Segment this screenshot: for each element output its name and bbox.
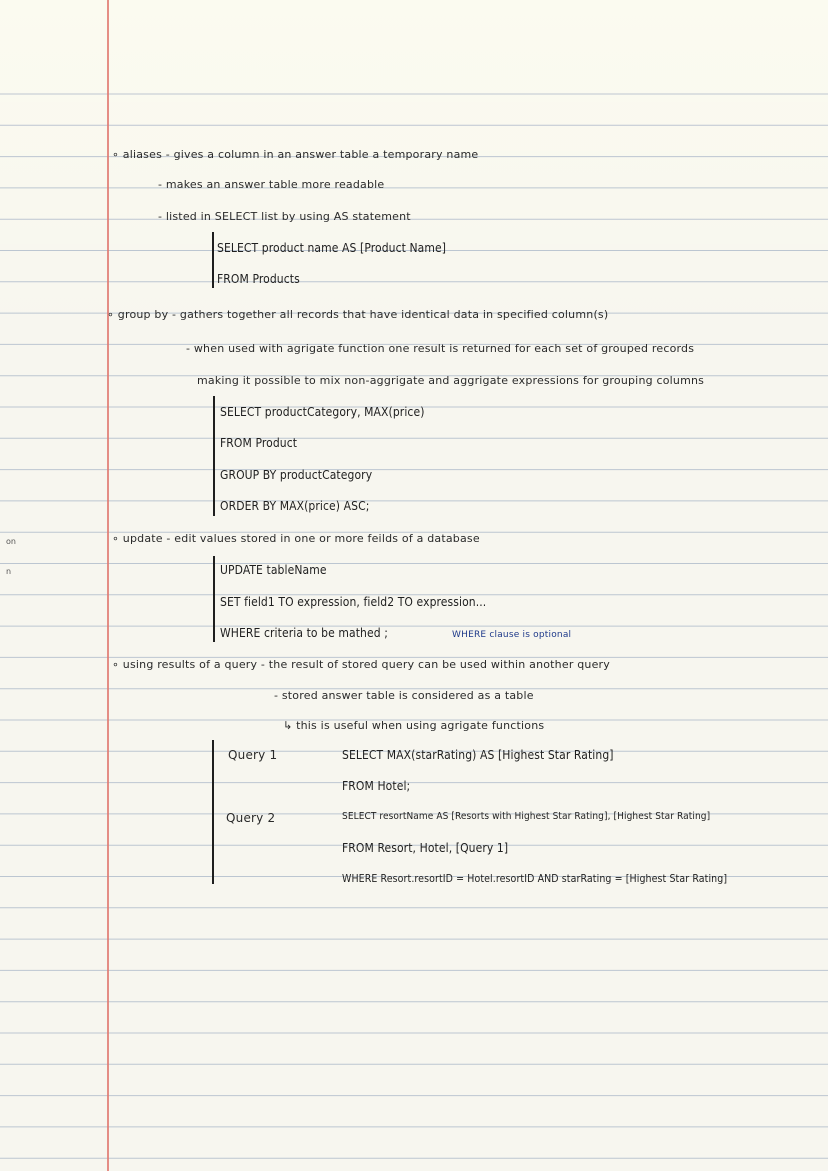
sql-line: WHERE criteria to be mathed ; <box>220 626 388 640</box>
sql-line: FROM Hotel; <box>342 779 411 793</box>
sql-line: GROUP BY productCategory <box>220 468 373 482</box>
margin-mark: n <box>6 567 12 576</box>
update-heading: ∘ update - edit values stored in one or more feilds of a database <box>112 532 480 545</box>
sql-line: SELECT resortName AS [Resorts with Highest Star Rating], [Highest Star Rating] <box>342 811 711 822</box>
group-by-line: - when used with agrigate function one result is returned for each set of grouped records <box>186 342 695 355</box>
group-by-heading: ∘ group by - gathers together all records that have identical data in specified column(s) <box>107 308 609 321</box>
sql-line: SELECT MAX(starRating) AS [Highest Star Rating] <box>342 748 614 762</box>
aliases-heading: ∘ aliases - gives a column in an answer table a temporary name <box>112 148 479 161</box>
query-results-heading: ∘ using results of a query - the result of stored query can be used within another query <box>112 658 610 671</box>
aliases-line: - listed in SELECT list by using AS statement <box>158 210 411 223</box>
code-bracket <box>213 556 215 642</box>
sql-line: FROM Resort, Hotel, [Query 1] <box>342 841 509 855</box>
aliases-line: - makes an answer table more readable <box>158 178 385 191</box>
code-bracket <box>212 740 214 884</box>
query-label: Query 2 <box>226 811 276 825</box>
group-by-line: making it possible to mix non-aggrigate and aggrigate expressions for grouping columns <box>197 374 705 387</box>
query-results-line: ↳ this is useful when using agrigate functions <box>283 719 545 732</box>
sql-line: UPDATE tableName <box>220 563 327 577</box>
sql-line: WHERE Resort.resortID = Hotel.resortID AND starRating = [Highest Star Rating] <box>342 873 728 885</box>
code-bracket <box>213 396 215 516</box>
sql-line: SELECT productCategory, MAX(price) <box>220 405 425 419</box>
sql-line: FROM Product <box>220 436 298 450</box>
sql-line: SET field1 TO expression, field2 TO expression... <box>220 595 487 609</box>
query-results-line: - stored answer table is considered as a table <box>274 689 534 702</box>
query-label: Query 1 <box>228 748 278 762</box>
code-bracket <box>212 232 214 288</box>
optional-note: WHERE clause is optional <box>452 630 572 640</box>
sql-line: FROM Products <box>217 272 300 286</box>
margin-line <box>107 0 109 1171</box>
sql-line: SELECT product name AS [Product Name] <box>217 241 447 255</box>
margin-mark: on <box>6 537 16 546</box>
sql-line: ORDER BY MAX(price) ASC; <box>220 499 370 513</box>
